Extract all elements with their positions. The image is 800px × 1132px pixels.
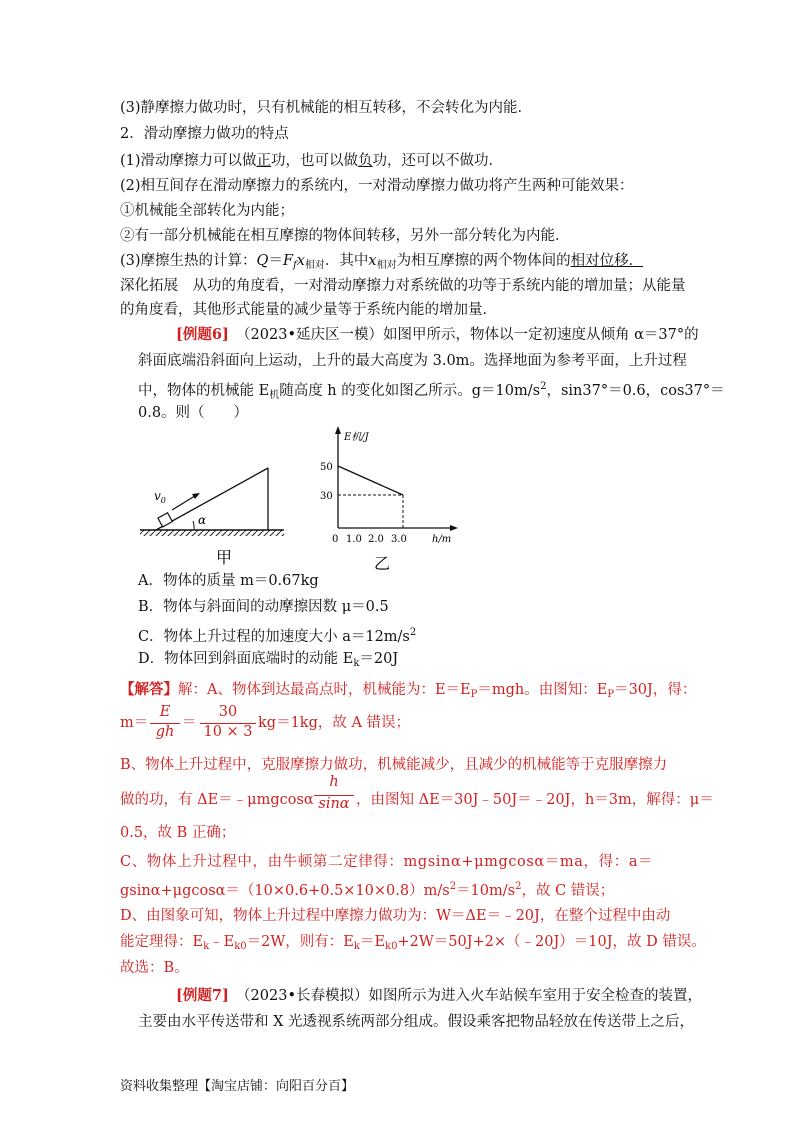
text: ＝2W，则有：E xyxy=(246,934,354,950)
subscript: P xyxy=(470,689,478,700)
superscript: 2 xyxy=(409,627,417,638)
text: (3)摩擦生热的计算： xyxy=(120,253,257,269)
text: 中，物体的机械能 E xyxy=(138,383,270,399)
answer-tag: 【解答】 xyxy=(120,681,178,698)
underlined-word: 负 xyxy=(358,153,373,169)
figure-caption: 乙 xyxy=(374,554,391,573)
x-tick-label: 2.0 xyxy=(368,534,384,545)
formula-var: F xyxy=(282,253,293,269)
fraction-numerator: h xyxy=(329,774,339,790)
example-7-line: 主要由水平传送带和 X 光透视系统两部分组成。假设乘客把物品轻放在传送带上之后， xyxy=(138,1014,695,1030)
subscript: 机 xyxy=(269,390,280,401)
text: ．其中 xyxy=(324,253,369,269)
underlined-phrase: 相对位移． xyxy=(570,253,644,269)
subscript: k xyxy=(203,941,210,952)
text: 功，还可以不做功． xyxy=(372,153,504,169)
incline-figure xyxy=(136,460,296,572)
fraction-denominator: 10 × 3 xyxy=(203,724,253,740)
footer: 资料收集整理【淘宝店铺：向阳百分百】 xyxy=(120,1079,355,1094)
paragraph xyxy=(120,251,643,276)
paragraph: (3)静摩擦力做功时，只有机械能的相互转移，不会转化为内能． xyxy=(120,100,533,116)
origin-label: 0 xyxy=(332,534,339,545)
angle-arc xyxy=(193,521,194,530)
subscript: k xyxy=(353,658,360,669)
example-tag: [例题7] xyxy=(176,987,229,1004)
paragraph: 深化拓展 从功的角度看，一对滑动摩擦力对系统做的功等于系统内能的增加量；从能量 xyxy=(120,278,686,294)
text: ＝ xyxy=(268,253,283,269)
formula-var: x xyxy=(296,253,305,269)
text: kg＝1kg，故 A 错误； xyxy=(258,715,411,731)
text: 随高度 h 的变化如图乙所示。g＝10m/s xyxy=(279,383,541,399)
y-axis-label: E机/J xyxy=(344,432,369,443)
answer-line xyxy=(120,932,706,957)
example-6-line: 斜面底端沿斜面向上运动，上升的最大高度为 3.0m。选择地面为参考平面，上升过程 xyxy=(138,353,687,369)
x-axis-label: h/m xyxy=(432,534,452,545)
text: 为相互摩擦的两个物体间的 xyxy=(396,253,571,269)
text: ﹣E xyxy=(209,934,235,950)
text: 功，也可以做 xyxy=(271,153,359,169)
fraction-numerator: E xyxy=(159,704,171,720)
subscript: 相对 xyxy=(304,260,325,271)
text: 解：A、物体到达最高点时，机械能为：E＝E xyxy=(178,682,471,698)
text: ＝30J，得： xyxy=(614,682,697,698)
x-tick-label: 3.0 xyxy=(391,534,407,545)
example-7-line xyxy=(176,986,702,1006)
text: （2023•长春模拟）如图所示为进入火车站候车室用于安全检查的装置， xyxy=(228,988,703,1004)
subscript: k0 xyxy=(234,941,247,952)
answer-line xyxy=(120,680,696,705)
y-axis-arrow xyxy=(335,426,341,434)
energy-line xyxy=(338,466,403,495)
paragraph: ①机械能全部转化为内能； xyxy=(120,203,294,219)
alpha-label: α xyxy=(198,513,207,527)
text: ＝ xyxy=(182,715,197,731)
answer-line: C、物体上升过程中，由牛顿第二定律得：mgsinα+μmgcosα＝ma，得：a＝ xyxy=(120,854,654,870)
answer-line: D、由图象可知，物体上升过程中摩擦力做功为：W＝ΔE＝﹣20J，在整个过程中由动 xyxy=(120,908,671,924)
text: ，故 C 错误； xyxy=(521,883,615,899)
answer-line: ，由图知 ΔE＝30J﹣50J＝﹣20J，h＝3m，解得：μ＝ xyxy=(356,792,714,808)
example-6-line: 0.8。则（ ） xyxy=(138,405,249,421)
paragraph: ②有一部分机械能在相互摩擦的物体间转移，另外一部分转化为内能． xyxy=(120,228,570,244)
ground-hatch xyxy=(140,530,284,536)
v0-label: $v_0$ xyxy=(154,489,166,505)
formula-var: x xyxy=(368,253,377,269)
option-a: A．物体的质量 m＝0.67kg xyxy=(138,573,319,589)
example-6-line xyxy=(138,377,725,406)
text: ＝20J xyxy=(359,651,399,667)
superscript: 2 xyxy=(449,881,457,892)
fraction-denominator: gh xyxy=(155,724,175,740)
text: D．物体回到斜面底端时的动能 E xyxy=(138,651,354,667)
superscript: 2 xyxy=(515,881,522,892)
figure-caption: 甲 xyxy=(216,548,233,567)
option-d xyxy=(138,649,398,674)
paragraph xyxy=(120,151,503,171)
energy-height-chart xyxy=(318,424,464,574)
answer-line xyxy=(120,877,614,901)
arrowhead xyxy=(192,493,200,499)
example-tag: [例题6] xyxy=(176,326,229,343)
fraction-numerator: 30 xyxy=(218,704,238,720)
text: ，sin37°＝0.6，cos37°＝ xyxy=(546,383,725,399)
text: ＝10m/s xyxy=(456,883,516,899)
subscript: P xyxy=(607,689,615,700)
answer-line: 做的功，有 ΔE＝﹣μmgcosα xyxy=(120,792,314,808)
subscript: f xyxy=(293,260,297,271)
text: ＝mgh。由图知：E xyxy=(477,682,608,698)
text: +2W＝50J+2×（﹣20J）＝10J，故 D 错误。 xyxy=(397,934,706,950)
text: ＝E xyxy=(359,934,386,950)
y-tick-label: 50 xyxy=(320,462,333,473)
answer-line: 故选：B。 xyxy=(120,960,189,976)
underlined-word: 正 xyxy=(256,153,272,169)
section-heading: 2．滑动摩擦力做功的特点 xyxy=(120,126,289,142)
option-b: B．物体与斜面间的动摩擦因数 μ＝0.5 xyxy=(138,599,389,615)
formula-var: Q xyxy=(256,253,269,269)
y-tick-label: 30 xyxy=(320,491,333,502)
text: （2023•延庆区一模）如图甲所示，物体以一定初速度从倾角 α＝37°的 xyxy=(228,327,699,343)
superscript: 2 xyxy=(540,381,547,392)
subscript: k0 xyxy=(385,941,398,952)
answer-line: B、物体上升过程中，克服摩擦力做功，机械能减少，且减少的机械能等于克服摩擦力 xyxy=(120,757,668,773)
paragraph: 的角度看，其他形式能量的减少量等于系统内能的增加量． xyxy=(120,302,497,318)
text: m＝ xyxy=(120,715,149,731)
option-c xyxy=(138,623,416,647)
text: gsinα+μgcosα＝（10×0.6+0.5×10×0.8）m/s xyxy=(120,883,450,899)
block xyxy=(158,513,172,527)
text: C．物体上升过程的加速度大小 a＝12m/s xyxy=(138,629,410,645)
text: 能定理得：E xyxy=(120,934,204,950)
fraction-denominator: sinα xyxy=(318,796,350,812)
incline-surface xyxy=(156,468,268,530)
example-6-line xyxy=(176,325,699,345)
text: (1)滑动摩擦力可以做 xyxy=(120,153,257,169)
answer-line: 0.5，故 B 正确； xyxy=(120,825,236,841)
paragraph: (2)相互间存在滑动摩擦力的系统内，一对滑动摩擦力做功将产生两种可能效果： xyxy=(120,178,634,194)
x-tick-label: 1.0 xyxy=(346,534,362,545)
x-axis-arrow xyxy=(450,525,458,531)
subscript: k xyxy=(353,941,360,952)
subscript: 相对 xyxy=(376,260,397,271)
